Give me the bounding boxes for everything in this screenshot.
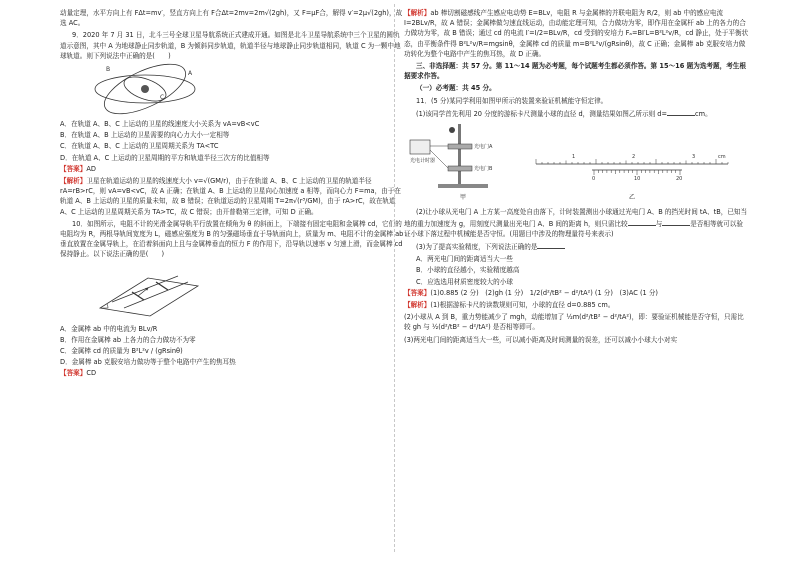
q11-option-c: C．应选选用材质密度较大的小球	[416, 277, 513, 286]
q10-analysis	[404, 8, 749, 59]
q10-answer-value: CD	[86, 369, 97, 378]
q11-analysis-2: (2)小球从 A 到 B，重力势能减少了 mgh，动能增加了 ½m(d²/tB² − d²/tA²)，即：要验证机械能是否守恒，只需比较 gh 与 ½(d²/tB² − d²/tA²) 是否相等即可。	[404, 313, 744, 332]
subsection-heading: （一）必考题：共 45 分。	[416, 84, 496, 93]
q9-analysis-text: 卫星在轨道运动的卫星的线速度大小 v=√(GM/r)，由于在轨道 A、B、C 上运动的卫星的轨道半径 rA=rB>rC，则 vA=vB<vC，故 A 正确；在轨道 A、B 上运动的卫星向心加速度 a 相等，而向心力 F=ma，由于在轨道 A、B 上运动的卫星的质量未知，故 B 错误；在轨道运动的卫星周期 T=2π√(r³/GM)，由于 rA>rC，故在轨道 A、C 上运动的卫星周期关系为 TA>TC，故 C 错误；由开普勒第三定律，可知 D 正确。	[60, 177, 401, 216]
svg-text:A: A	[188, 70, 193, 78]
vernier-diagram	[532, 150, 732, 190]
answer-label: 【答案】	[60, 369, 87, 378]
figure-apparatus	[408, 122, 518, 203]
answer-label: 【答案】	[60, 164, 87, 173]
q9-option-c: C．在轨道 A、B、C 上运动的卫星周期关系为 TA<TC	[60, 142, 219, 151]
figure-vernier	[532, 150, 732, 203]
q9-answer	[60, 164, 405, 174]
svg-text:1: 1	[572, 154, 576, 161]
q9-analysis	[60, 176, 405, 217]
q9-option-a: A．在轨道 A、B、C 上运动的卫星的线速度大小关系为 vA=vB<vC	[60, 120, 260, 129]
figure-label-b: 乙	[628, 194, 635, 202]
earth-icon	[141, 85, 149, 93]
svg-text:C: C	[160, 94, 165, 102]
answer-label: 【答案】	[404, 288, 431, 297]
svg-text:B: B	[106, 66, 111, 74]
svg-text:0: 0	[592, 176, 596, 183]
svg-text:cm: cm	[718, 154, 726, 161]
apparatus-diagram	[408, 122, 518, 190]
q10-option-c: C．金属棒 cd 的质量为 B²L²v / (gRsinθ)	[60, 347, 183, 356]
svg-text:10: 10	[634, 176, 641, 183]
q10-option-d: D．金属棒 ab 克服安培力做功等于整个电路中产生的焦耳热	[60, 358, 236, 367]
q11-option-a: A．两光电门间的距离适当大一些	[416, 255, 513, 264]
figure-label-a: 甲	[459, 194, 466, 202]
q10-answer	[60, 368, 405, 378]
left-column	[60, 0, 405, 381]
q10-option-b: B．作用在金属棒 ab 上各力的合力做功不为零	[60, 335, 196, 344]
ball-icon	[449, 127, 455, 133]
q10-analysis-text: ab 棒切割磁感线产生感应电动势 E=BLv，电阻 R 与金属棒的并联电阻为 R/2，则 ab 中的感应电流 I=2BLv/R，故 A 错误；金属棒做匀速直线运动，由动能定理可知，合力做功为零，即作用在金属杆 ab 上的各力的合力做功为零，故 B 错误；通过 cd 的电流 I′=I/2=BLv/R，cd 受到的安培力 Fₐ=BI′L=B²L²v/R，cd 静止，处于平衡状态，由平衡条件得 B²L²v/R=mgsinθ，金属棒 cd 的质量 m=B²L²v/(gRsinθ)，故 C 正确；金属棒 ab 克服安培力做功转化为整个电路中产生的焦耳热，故 D 正确。	[404, 9, 749, 58]
q11-stem: 11．(5 分)某同学利用如图甲所示的装置来验证机械能守恒定律。	[416, 96, 608, 105]
section-three-heading: 三、非选择题：共 57 分。第 11～14 题为必考题，每个试题考生都必须作答。第 15～16 题为选考题，考生根据要求作答。	[404, 62, 746, 81]
analysis-label: 【解析】	[404, 9, 431, 17]
q8-analysis-tail: 动量定理，水平方向上有 FΔt=mv′，竖直方向上有 F合Δt=2mv=2m√(2gh)，又 F=μF合，解得 v′=2μ√(2gh)，故选 AC。	[60, 9, 403, 28]
q10-option-a: A．金属棒 ab 中的电流为 BLv/R	[60, 324, 158, 333]
rails-figure	[90, 262, 210, 320]
q9-stem: 9．2020 年 7 月 31 日，北斗三号全球卫星导航系统正式建成开通。如图是北斗卫星导航系统中三个卫星的圆轨道示意图，其中 A 为地球静止同步轨道，B 为倾斜同步轨道，轨道半径与地球静止同步轨道相同，轨道 C 为一颗中地球轨道。则下列说法中正确的是( )	[60, 31, 401, 60]
q11-answer-value: (1)0.885 (2 分) (2)gh (1 分) 1/2(d²/tB² − d²/tA²) (1 分) (3)AC (1 分)	[430, 288, 658, 297]
analysis-label: 【解析】	[60, 177, 87, 186]
orbit-figure	[90, 63, 200, 115]
answer-blank[interactable]	[537, 241, 565, 249]
q9-option-d: D．在轨道 A、C 上运动的卫星周期的平方和轨道半径三次方的比值相等	[60, 153, 270, 162]
analysis-label: 【解析】	[404, 301, 431, 310]
answer-blank[interactable]	[667, 108, 695, 116]
q9-answer-value: AD	[86, 164, 96, 173]
svg-text:3: 3	[692, 154, 696, 161]
column-divider	[394, 4, 395, 552]
rod-cd	[156, 282, 168, 290]
answer-blank[interactable]	[628, 218, 656, 226]
timer-box	[410, 140, 430, 154]
answer-blank[interactable]	[662, 218, 690, 226]
q10-stem: 10．如图所示，电阻不计的光滑金属导轨平行放置在倾角为 θ 的斜面上，下端接有固定电阻和金属棒 cd，它们的电阻均为 R，两根导轨间宽度为 L，磁感应强度为 B 的匀强磁场垂直于导轨面向上，质量为 m、电阻不计的金属棒 ab 垂直放置在金属导轨上，在沿着斜面向上且与金属棒垂直的恒力 F 的作用下，沿导轨以速率 v 匀速上滑，而金属棒 cd 保持静止。以下说法正确的是( )	[60, 219, 404, 259]
q11-part2: (2)让小球从光电门 A 上方某一高度处自由落下，计时装置测出小球通过光电门 A、B 的挡光时间 tA、tB，已知当地的重力加速度为 g，用刻度尺测量出光电门 A、B 间的距离 h，则只需比较 与 是否相等就可以验证小球下落过程中机械能是否守恒。(用题目中涉及的物理量符号来表示)	[404, 208, 748, 238]
q11-answer	[404, 288, 749, 298]
label-photogate-b: 光电门B	[474, 166, 493, 173]
q11-analysis-3: (3)两光电门间的距离适当大一些，可以减小距离及时间测量的误差，还可以减小小球大小对实	[404, 335, 678, 344]
q11-part3: (3)为了提高实验精度，下列说法正确的是	[404, 241, 749, 252]
svg-text:20: 20	[676, 176, 683, 183]
q9-option-b: B．在轨道 A、B 上运动的卫星需要的向心力大小一定相等	[60, 131, 230, 140]
q11-figures	[408, 122, 749, 203]
label-timer: 光电计时器	[410, 158, 436, 165]
q11-part1: (1)该同学首先利用 20 分度的游标卡尺测量小球的直径 d，测量结果如图乙所示则 d= cm。	[416, 109, 712, 118]
label-photogate-a: 光电门A	[474, 144, 493, 151]
right-column	[404, 0, 749, 347]
q11-analysis-1: 【解析】(1)根据游标卡尺的读数规则可知，小球的直径 d=0.885 cm。	[404, 301, 615, 310]
q11-option-b: B．小球的直径越小，实验精度越高	[416, 266, 520, 275]
svg-text:2: 2	[632, 154, 636, 161]
